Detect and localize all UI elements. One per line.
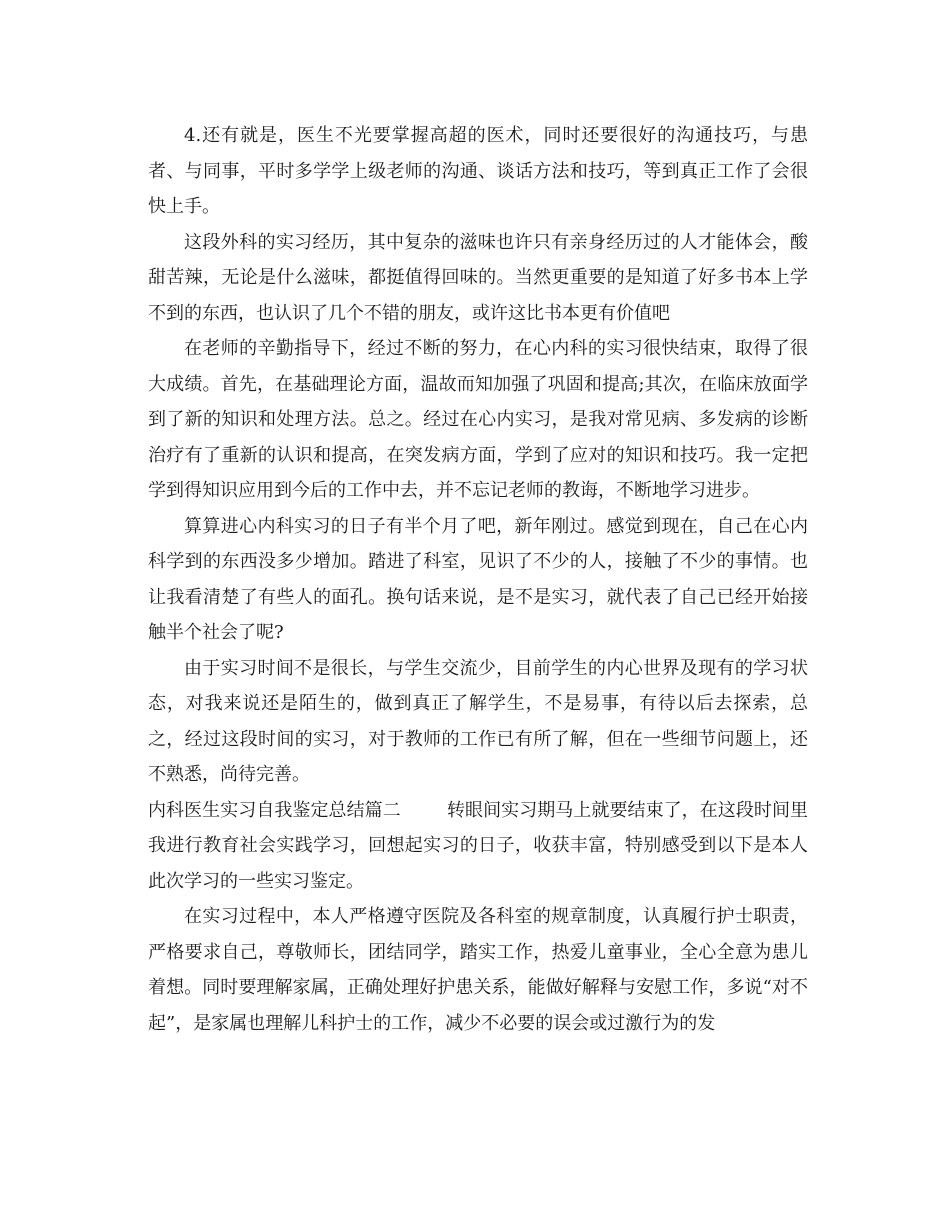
- document-body: [148, 118, 808, 1041]
- paragraph-4: 算算进心内科实习的日子有半个月了吧，新年刚过。感觉到现在，自己在心内科学到的东西没多少增加。踏进了科室，见识了不少的人，接触了不少的事情。也让我看清楚了有些人的面孔。换句话来说，是不是实习，就代表了自己已经开始接触半个社会了呢?: [148, 515, 808, 643]
- paragraph-6: 在实习过程中，本人严格遵守医院及各科室的规章制度，认真履行护士职责，严格要求自己，尊敬师长，团结同学，踏实工作，热爱儿童事业，全心全意为患儿着想。同时要理解家属，正确处理好护患关系，能做好解释与安慰工作，多说“对不起”，是家属也理解儿科护士的工作，减少不必要的误会或过激行为的发: [148, 906, 808, 1034]
- section-heading: 内科医生实习自我鉴定总结篇二: [148, 799, 401, 821]
- paragraph-2: 这段外科的实习经历，其中复杂的滋味也许只有亲身经历过的人才能体会，酸甜苦辣，无论是什么滋味，都挺值得回味的。当然更重要的是知道了好多书本上学不到的东西，也认识了几个不错的朋友，或许这比书本更有价值吧: [148, 231, 808, 324]
- paragraph-5: 由于实习时间不是很长，与学生交流少，目前学生的内心世界及现有的学习状态，对我来说还是陌生的，做到真正了解学生，不是易事，有待以后去探索，总之，经过这段时间的实习，对于教师的工作已有所了解，但在一些细节问题上，还不熟悉，尚待完善。: [148, 657, 808, 785]
- section-intro: 转眼间实习期马上就要结束了，在这段时间里我进行教育社会实践学习，回想起实习的日子，收获丰富，特别感受到以下是本人此次学习的一些实习鉴定。: [148, 799, 809, 892]
- section-block: [148, 793, 808, 900]
- paragraph-1: 4.还有就是，医生不光要掌握高超的医术，同时还要很好的沟通技巧，与患者、与同事，平时多学学上级老师的沟通、谈话方法和技巧，等到真正工作了会很快上手。: [148, 125, 808, 217]
- paragraph-3: 在老师的辛勤指导下，经过不断的努力，在心内科的实习很快结束，取得了很大成绩。首先，在基础理论方面，温故而知加强了巩固和提高;其次，在临床放面学到了新的知识和处理方法。总之。经过在心内实习，是我对常见病、多发病的诊断治疗有了重新的认识和提高，在突发病方面，学到了应对的知识和技巧。我一定把学到得知识应用到今后的工作中去，并不忘记老师的教诲，不断地学习进步。: [148, 338, 808, 501]
- heading-gap: [401, 800, 447, 821]
